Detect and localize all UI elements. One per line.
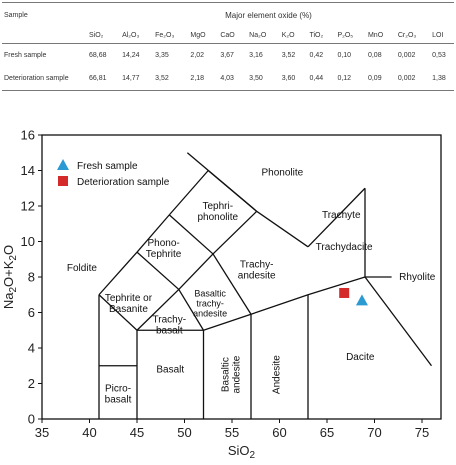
x-tick-label: 55 — [224, 425, 240, 440]
field-label — [153, 314, 187, 336]
field-label-line: Basaltic — [194, 288, 226, 299]
boundary-line — [179, 254, 213, 289]
table-cell: 3,35 — [155, 52, 169, 59]
x-axis-title — [228, 443, 256, 461]
x-tick-label: 60 — [272, 425, 287, 440]
column-header: Fe₂O₃ — [149, 27, 184, 44]
field-label-line: Tephri- — [202, 200, 234, 212]
table-cell: 3,52 — [149, 67, 184, 91]
field-label — [261, 167, 303, 178]
table-cell: 0,42 — [309, 52, 324, 59]
table-cell: 0,44 — [303, 67, 331, 91]
major-oxide-header: Major element oxide (%) — [83, 3, 454, 28]
table-cell: 0,08 — [367, 52, 382, 59]
boundary-line — [251, 295, 308, 315]
table-cell: 3,52 — [281, 52, 296, 59]
fresh-sample-point — [356, 294, 368, 305]
field-label-line: Trachy- — [239, 259, 274, 271]
sample-header-blank — [2, 27, 83, 44]
y-axis-title-part: O — [1, 244, 16, 255]
oxide-table-area — [0, 0, 456, 112]
row-name: Fresh sample — [4, 52, 47, 59]
field-label-line: basalt — [104, 394, 132, 406]
table-row — [2, 44, 454, 68]
table-cell: 68,68 — [89, 52, 107, 59]
y-tick-label: 14 — [20, 163, 35, 178]
table-cell: 0,12 — [331, 67, 362, 91]
column-header: Na₂O — [243, 27, 276, 44]
table-cell: 1,38 — [426, 67, 454, 91]
field-label — [105, 293, 153, 315]
field-label-line: Phonolite — [261, 167, 304, 179]
table-cell: 3,50 — [243, 67, 276, 91]
table-cell: 0,10 — [337, 52, 352, 59]
table-row — [2, 67, 454, 91]
x-axis-title-part: SiO — [227, 443, 250, 458]
x-tick-label: 65 — [319, 425, 335, 440]
table-cell: 3,60 — [276, 67, 304, 91]
field-label-line: Basaltic — [220, 357, 232, 393]
field-label-line: Tephrite or — [104, 293, 153, 305]
y-tick-label: 0 — [27, 411, 35, 427]
field-label-line: trachy- — [196, 298, 224, 309]
field-label-line: Basanite — [108, 304, 148, 316]
field-label — [322, 210, 361, 221]
legend-marker-triangle — [57, 159, 69, 170]
column-header: Al₂O₃ — [116, 27, 149, 44]
y-tick-label: 6 — [27, 305, 35, 320]
boundary-line — [365, 277, 432, 366]
y-tick-label: 16 — [20, 127, 35, 143]
field-label-line: Trachyte — [321, 209, 361, 221]
table-cell: 3,16 — [249, 52, 263, 59]
deterioration-sample-point — [339, 288, 349, 298]
field-label — [156, 364, 184, 375]
x-tick-label: 70 — [367, 425, 382, 440]
table-cell: 0,002 — [397, 52, 416, 59]
sample-header: Sample — [2, 3, 83, 28]
field-label-line: Basalt — [156, 364, 185, 376]
column-header: Cr₂O₃ — [392, 27, 426, 44]
field-label-line: basalt — [155, 325, 183, 337]
tas-boundary-lines — [99, 153, 432, 419]
table-cell: 0,09 — [362, 67, 392, 91]
field-label-line: Dacite — [346, 351, 375, 363]
table-cell: 3,67 — [220, 52, 234, 59]
field-label — [197, 201, 238, 223]
field-label-line: andesite — [193, 308, 228, 319]
column-header: MgO — [184, 27, 214, 44]
column-header: LOI — [426, 27, 454, 44]
field-label — [105, 384, 132, 406]
y-axis-title-sub: 2 — [8, 286, 19, 293]
field-label-line: Tephrite — [145, 249, 182, 261]
column-header: MnO — [362, 27, 392, 44]
legend-label: Deterioration sample — [77, 177, 170, 188]
field-label-line: andesite — [231, 355, 243, 394]
table-header-row-1 — [2, 3, 454, 28]
field-label — [146, 238, 182, 260]
chart-legend — [57, 159, 170, 188]
table-cell: 0,002 — [392, 67, 426, 91]
table-cell: 2,18 — [184, 67, 214, 91]
table-cell: 14,24 — [122, 52, 140, 59]
field-label — [346, 352, 375, 363]
legend-label: Fresh sample — [77, 161, 138, 172]
y-axis-title-sub: 2 — [8, 255, 19, 261]
column-header: CaO — [214, 27, 243, 44]
legend-marker-square — [58, 176, 68, 186]
tas-diagram — [0, 115, 456, 465]
table-cell: 0,53 — [432, 52, 446, 59]
field-label-line: Andesite — [271, 355, 283, 395]
field-label — [193, 289, 227, 319]
field-label-line: Foldite — [66, 263, 97, 275]
table-header-row-2 — [2, 27, 454, 44]
x-tick-label: 45 — [129, 425, 145, 440]
oxide-table — [2, 2, 454, 91]
field-label — [238, 259, 276, 281]
column-header: P₂O₅ — [331, 27, 362, 44]
field-label — [399, 272, 436, 283]
field-label-line: Rhyolite — [399, 272, 436, 283]
field-label-line: Phono- — [147, 238, 180, 250]
y-tick-label: 12 — [20, 198, 35, 214]
table-cell: 66,81 — [83, 67, 116, 91]
column-header: SiO₂ — [83, 27, 116, 44]
table-cell: 2,02 — [190, 52, 205, 59]
x-tick-label: 50 — [177, 425, 192, 440]
boundary-line — [308, 277, 365, 295]
field-label — [67, 263, 97, 274]
y-tick-label: 2 — [27, 376, 35, 391]
x-tick-label: 75 — [414, 425, 430, 440]
x-tick-label: 40 — [82, 425, 97, 440]
field-label-vertical — [272, 355, 283, 394]
column-header: TiO₂ — [303, 27, 331, 44]
y-tick-label: 8 — [27, 269, 35, 285]
boundary-line — [257, 211, 308, 247]
y-axis-title-part: O+K — [1, 260, 16, 287]
y-tick-label: 4 — [27, 340, 35, 356]
field-label-line: andesite — [237, 270, 276, 282]
field-label-line: Trachydacite — [315, 241, 373, 253]
x-axis-title-sub: 2 — [249, 450, 256, 461]
y-tick-label: 10 — [20, 234, 35, 249]
row-name: Deterioration sample — [2, 67, 83, 91]
chart-points — [339, 288, 368, 305]
boundary-line — [99, 252, 137, 295]
table-cell: 14,77 — [116, 67, 149, 91]
field-label-line: Trachy- — [152, 314, 187, 326]
field-label-line: phonolite — [197, 211, 239, 223]
field-label — [316, 242, 373, 253]
column-header: K₂O — [276, 27, 304, 44]
y-axis-title — [1, 245, 19, 309]
field-label-vertical — [221, 355, 243, 393]
y-axis-title-part: Na — [1, 292, 16, 310]
field-label-line: Picro- — [104, 383, 132, 395]
x-tick-label: 35 — [34, 425, 50, 440]
table-cell: 4,03 — [214, 67, 243, 91]
